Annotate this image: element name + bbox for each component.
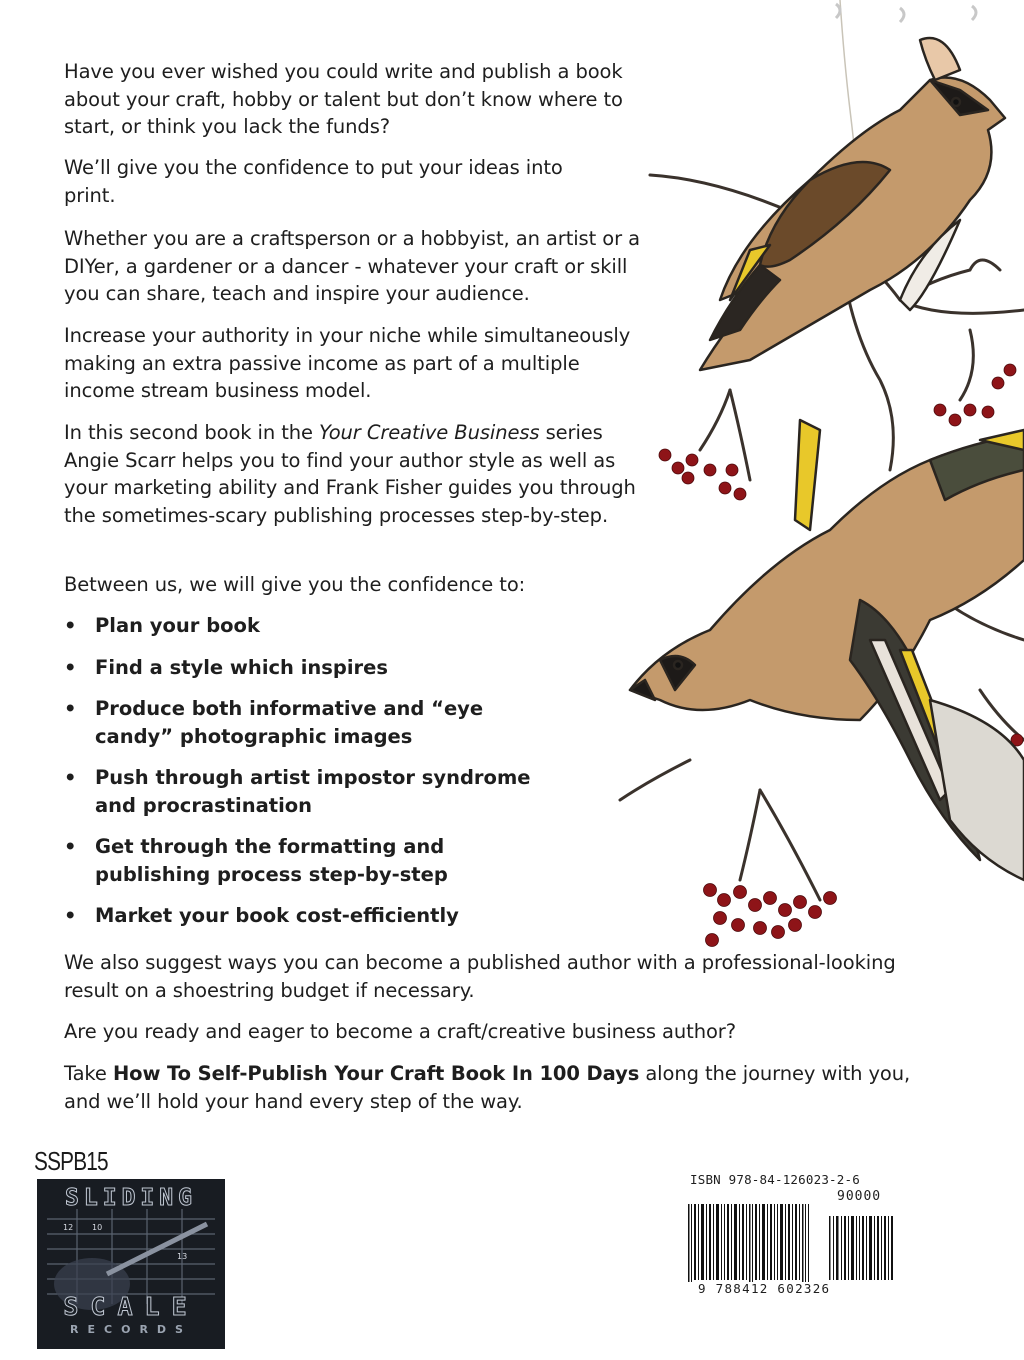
catalog-code: SSPB15 bbox=[34, 1146, 108, 1176]
logo-line-sliding: SLIDING bbox=[65, 1185, 197, 1211]
ready-paragraph: Are you ready and eager to become a craft/creative business author? bbox=[64, 1020, 736, 1043]
authority-paragraph: Increase your authority in your niche while simultaneously making an extra passive income as part of a multiple income stream business model. bbox=[64, 324, 631, 402]
book-title: How To Self-Publish Your Craft Book In 100 Days bbox=[112, 1062, 640, 1085]
audience-paragraph: Whether you are a craftsperson or a hobbyist, an artist or a DIYer, a gardener or a dancer - whatever your craft or skill you can share, teach and inspire your audience. bbox=[64, 227, 640, 305]
confidence-paragraph: We’ll give you the confidence to put your ideas into print. bbox=[64, 156, 563, 207]
hook-icons bbox=[836, 4, 976, 22]
svg-text:13: 13 bbox=[177, 1252, 188, 1261]
waxwing-top bbox=[700, 38, 1005, 370]
confidence-intro: Between us, we will give you the confidence to: bbox=[64, 573, 526, 596]
waxwing-illustration bbox=[600, 0, 1024, 960]
list-item: • Market your book cost-efficiently bbox=[64, 902, 584, 930]
closing-paragraph: Take How To Self-Publish Your Craft Book In 100 Days along the journey with you, and we’ll hold your hand every step of the way. bbox=[64, 1062, 911, 1113]
list-item: • Produce both informative and “eye candy” photographic images bbox=[64, 695, 505, 750]
logo-line-records: RECORDS bbox=[70, 1323, 192, 1336]
list-item: • Push through artist impostor syndrome and procrastination bbox=[64, 764, 555, 819]
series-paragraph: In this second book in the Your Creative Business series Angie Scarr helps you to find your author style as well as your marketing ability and Frank Fisher guides you through the sometimes-scary publishing processes step-by-step. bbox=[64, 421, 636, 527]
series-title: Your Creative Business bbox=[319, 421, 540, 444]
list-item: • Find a style which inspires bbox=[64, 654, 584, 682]
svg-text:10: 10 bbox=[92, 1223, 103, 1232]
list-item: • Get through the formatting and publishing process step-by-step bbox=[64, 833, 475, 888]
intro-paragraph: Have you ever wished you could write and publish a book about your craft, hobby or talent but don’t know where to start, or think you lack the funds? bbox=[64, 60, 623, 138]
isbn-label: ISBN 978-84-126023-2-6 bbox=[690, 1172, 860, 1187]
waxwing-bottom bbox=[630, 420, 1024, 880]
budget-paragraph: We also suggest ways you can become a published author with a professional-looking result on a shoestring budget if necessary. bbox=[64, 951, 896, 1002]
list-item: • Plan your book bbox=[64, 612, 584, 640]
benefits-list bbox=[64, 612, 584, 944]
svg-text:12: 12 bbox=[63, 1223, 74, 1232]
logo-line-scale: SCALE bbox=[63, 1292, 199, 1321]
barcode-digits: 9 788412 602326 bbox=[698, 1281, 831, 1296]
barcode-icon bbox=[688, 1204, 898, 1282]
sliding-scale-records-logo bbox=[37, 1179, 225, 1349]
price-code: 90000 bbox=[837, 1189, 882, 1204]
